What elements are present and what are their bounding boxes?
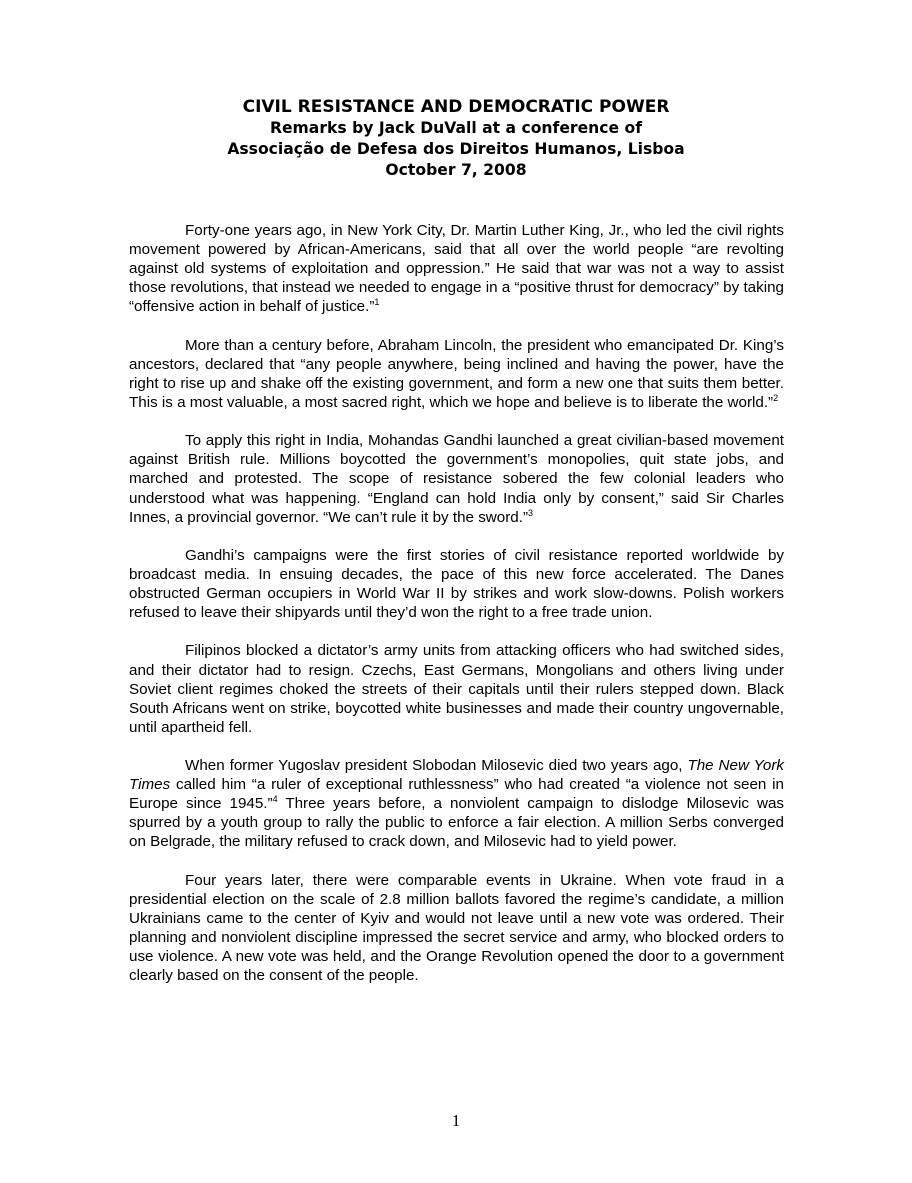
paragraph-text: Filipinos blocked a dictator’s army units from attacking officers who had switched sides, and their dictator had to resign. Czechs, East Germans, Mongolians and others living under Soviet client regimes choked the streets of their capitals until their rulers stepped down. Black South Africans went on strike, boycotted white businesses and made their country ungovernable, until apartheid fell.: [129, 642, 784, 736]
paragraph-text: Forty-one years ago, in New York City, Dr. Martin Luther King, Jr., who led the civil rights movement powered by African-Americans, said that all over the world people “are revolting against old systems of exploitation and oppression.” He said that war was not a way to assist those revolutions, that instead we needed to engage in a “positive thrust for democracy” by taking “offensive action in behalf of justice.”: [129, 222, 784, 316]
paragraph-3: [129, 431, 784, 526]
publication-name: The New York Times: [129, 757, 784, 794]
paragraph-6: [129, 756, 784, 851]
paragraph-text: To apply this right in India, Mohandas Gandhi launched a great civilian-based movement against British rule. Millions boycotted the government’s monopolies, quit state jobs, and marched and protested. The scope of resistance sobered the few colonial leaders who understood what was happening. “England can hold India only by consent,” said Sir Charles Innes, a provincial governor. “We can’t rule it by the sword.”: [129, 432, 784, 526]
page-number: 1: [451, 1111, 461, 1130]
document-subtitle-venue: Associação de Defesa dos Direitos Humanos, Lisboa: [227, 140, 685, 158]
paragraph-text: Four years later, there were comparable events in Ukraine. When vote fraud in a presidential election on the scale of 2.8 million ballots favored the regime’s candidate, a million Ukrainians came to the center of Kyiv and would not leave until a new vote was ordered. Their planning and nonviolent discipline impressed the secret service and army, who blocked orders to use violence. A new vote was held, and the Orange Revolution opened the door to a government clearly based on the consent of the people.: [129, 871, 784, 985]
document-subtitle-date: October 7, 2008: [385, 161, 527, 179]
document-header: [120, 96, 792, 181]
footnote-ref-2[interactable]: 2: [773, 392, 779, 403]
paragraph-1: [129, 221, 784, 316]
footnote-ref-4[interactable]: 4: [272, 794, 278, 805]
document-body: [129, 221, 784, 1005]
document-title: CIVIL RESISTANCE AND DEMOCRATIC POWER: [242, 97, 670, 117]
paragraph-text-part-2: called him “a ruler of exceptional ruthlessness” who had created “a violence not seen in Europe since 1945.”: [129, 776, 784, 813]
paragraph-4: [129, 546, 784, 622]
footnote-ref-3[interactable]: 3: [528, 507, 534, 518]
paragraph-text-part-1: When former Yugoslav president Slobodan Milosevic died two years ago,: [185, 757, 688, 775]
paragraph-2: [129, 336, 784, 412]
document-subtitle-speaker: Remarks by Jack DuVall at a conference of: [269, 119, 643, 137]
paragraph-7: [129, 871, 784, 986]
footnote-ref-1[interactable]: 1: [374, 297, 380, 308]
paragraph-text: Gandhi’s campaigns were the first stories of civil resistance reported worldwide by broadcast media. In ensuing decades, the pace of this new force accelerated. The Danes obstructed German occupiers in World War II by strikes and work slow-downs. Polish workers refused to leave their shipyards until they’d won the right to a free trade union.: [129, 546, 784, 622]
paragraph-5: [129, 641, 784, 736]
paragraph-text: More than a century before, Abraham Lincoln, the president who emancipated Dr. King’s ancestors, declared that “any people anywhere, being inclined and having the power, have the right to rise up and shake off the existing government, and form a new one that suits them better. This is a most valuable, a most sacred right, which we hope and believe is to liberate the world.”: [129, 336, 784, 411]
paragraph-text-part-3: Three years before, a nonviolent campaign to dislodge Milosevic was spurred by a youth group to rally the public to enforce a fair election. A million Serbs converged on Belgrade, the military refused to crack down, and Milosevic had to yield power.: [129, 795, 784, 851]
